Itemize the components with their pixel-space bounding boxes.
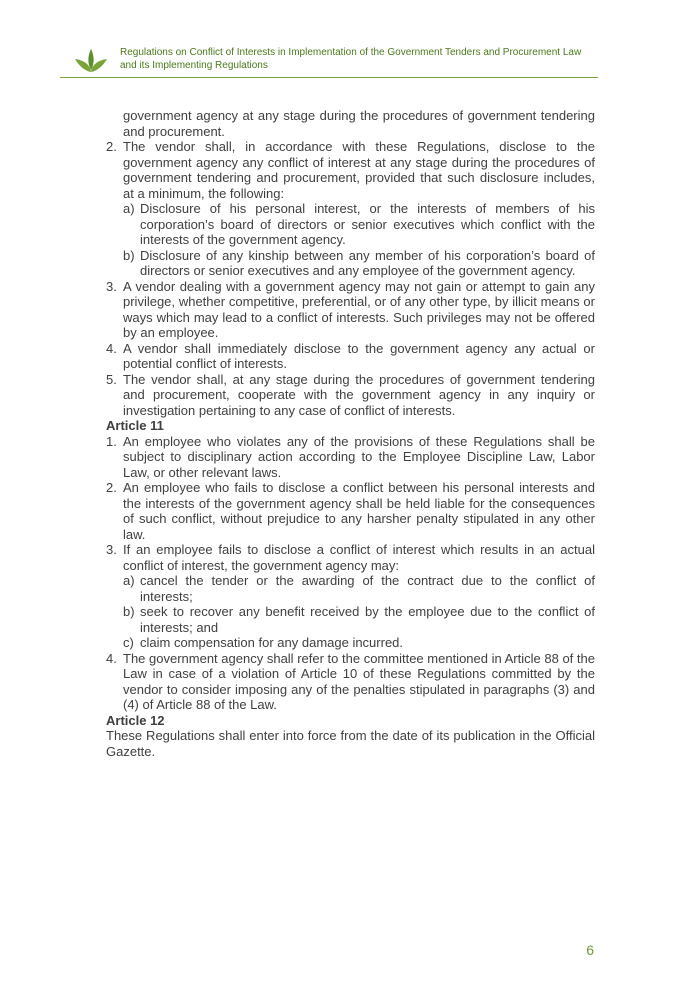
sub-list-item xyxy=(123,573,595,604)
sub-item-text: cancel the tender or the awarding of the contract due to the conflict of interests; xyxy=(140,573,595,604)
item-number: 2. xyxy=(106,139,117,154)
article10-continuation: government agency at any stage during the procedures of government tendering and procurement. xyxy=(123,108,595,139)
item-number: 4. xyxy=(106,340,117,356)
list-item xyxy=(106,434,595,481)
article12-text: These Regulations shall enter into force from the date of its publication in the Official Gazette. xyxy=(106,728,595,759)
article10-item2-sublist xyxy=(106,201,595,279)
sub-list-item xyxy=(123,248,595,279)
sub-list-item xyxy=(123,201,595,248)
sub-item-letter: c) xyxy=(123,635,134,650)
sub-list-item xyxy=(123,604,595,635)
sub-item-letter: b) xyxy=(123,604,135,619)
document-body xyxy=(106,108,595,759)
list-item xyxy=(106,542,595,573)
item-number: 5. xyxy=(106,371,117,387)
page-number: 6 xyxy=(586,942,594,958)
article12-heading: Article 12 xyxy=(106,712,165,728)
list-item xyxy=(106,651,595,713)
item-text: The vendor shall, in accordance with these Regulations, disclose to the government agency any conflict of interest at any stage during the procedures of government tendering and procurement, provided that such disclosure includes, at a minimum, the following: xyxy=(123,139,595,201)
green-leaf-logo-icon xyxy=(74,47,108,73)
item-text: An employee who fails to disclose a conflict between his personal interests and the interests of the government agency shall be held liable for the consequences of such conflict, without prejudice to any harsher penalty stipulated in any other law. xyxy=(123,480,595,542)
sub-item-letter: b) xyxy=(123,247,135,263)
item-text: The vendor shall, at any stage during the procedures of government tendering and procurement, cooperate with the government agency in any inquiry or investigation pertaining to any case of conflict of interests. xyxy=(123,371,595,418)
article11-item3-sublist xyxy=(106,573,595,651)
item-text: A vendor shall immediately disclose to the government agency any actual or potential conflict of interests. xyxy=(123,340,595,371)
list-item xyxy=(106,372,595,419)
item-text: A vendor dealing with a government agency may not gain or attempt to gain any privilege, whether competitive, preferential, or of any other type, by illicit means or ways which may lead to a conflict of interests. Such privileges may not be offered by an employee. xyxy=(123,278,595,340)
list-item xyxy=(106,279,595,341)
sub-list-item xyxy=(123,635,595,651)
sub-item-text: seek to recover any benefit received by the employee due to the conflict of interests; and xyxy=(140,604,595,635)
item-text: An employee who violates any of the provisions of these Regulations shall be subject to disciplinary action according to the Employee Discipline Law, Labor Law, or other relevant laws. xyxy=(123,433,595,480)
article10-list xyxy=(106,139,595,418)
item-number: 2. xyxy=(106,480,117,495)
sub-item-text: Disclosure of any kinship between any member of his corporation’s board of directors or senior executives and any employee of the government agency. xyxy=(140,247,595,278)
sub-item-letter: a) xyxy=(123,573,135,588)
item-text: If an employee fails to disclose a conflict of interest which results in an actual conflict of interest, the government agency may: xyxy=(123,542,595,573)
header-title: Regulations on Conflict of Interests in Implementation of the Government Tenders and Procurement Law and its Implementing Regulations xyxy=(120,47,582,71)
article11-heading: Article 11 xyxy=(106,418,164,433)
item-number: 1. xyxy=(106,433,117,449)
sub-item-text: Disclosure of his personal interest, or the interests of members of his corporation’s board of directors or senior executives which conflict with the interests of the government agency. xyxy=(140,201,595,247)
sub-item-letter: a) xyxy=(123,201,135,216)
item-text: The government agency shall refer to the committee mentioned in Article 88 of the Law in case of a violation of Article 10 of these Regulations committed by the vendor to consider imposing any of the penalties stipulated in paragraphs (3) and (4) of Article 88 of the Law. xyxy=(123,650,595,712)
list-item xyxy=(106,480,595,542)
article11-list xyxy=(106,434,595,713)
list-item xyxy=(106,341,595,372)
item-number: 4. xyxy=(106,650,117,666)
list-item xyxy=(106,139,595,201)
sub-item-text: claim compensation for any damage incurred. xyxy=(140,635,404,650)
item-number: 3. xyxy=(106,542,117,557)
item-number: 3. xyxy=(106,278,117,294)
page-header xyxy=(60,44,598,78)
